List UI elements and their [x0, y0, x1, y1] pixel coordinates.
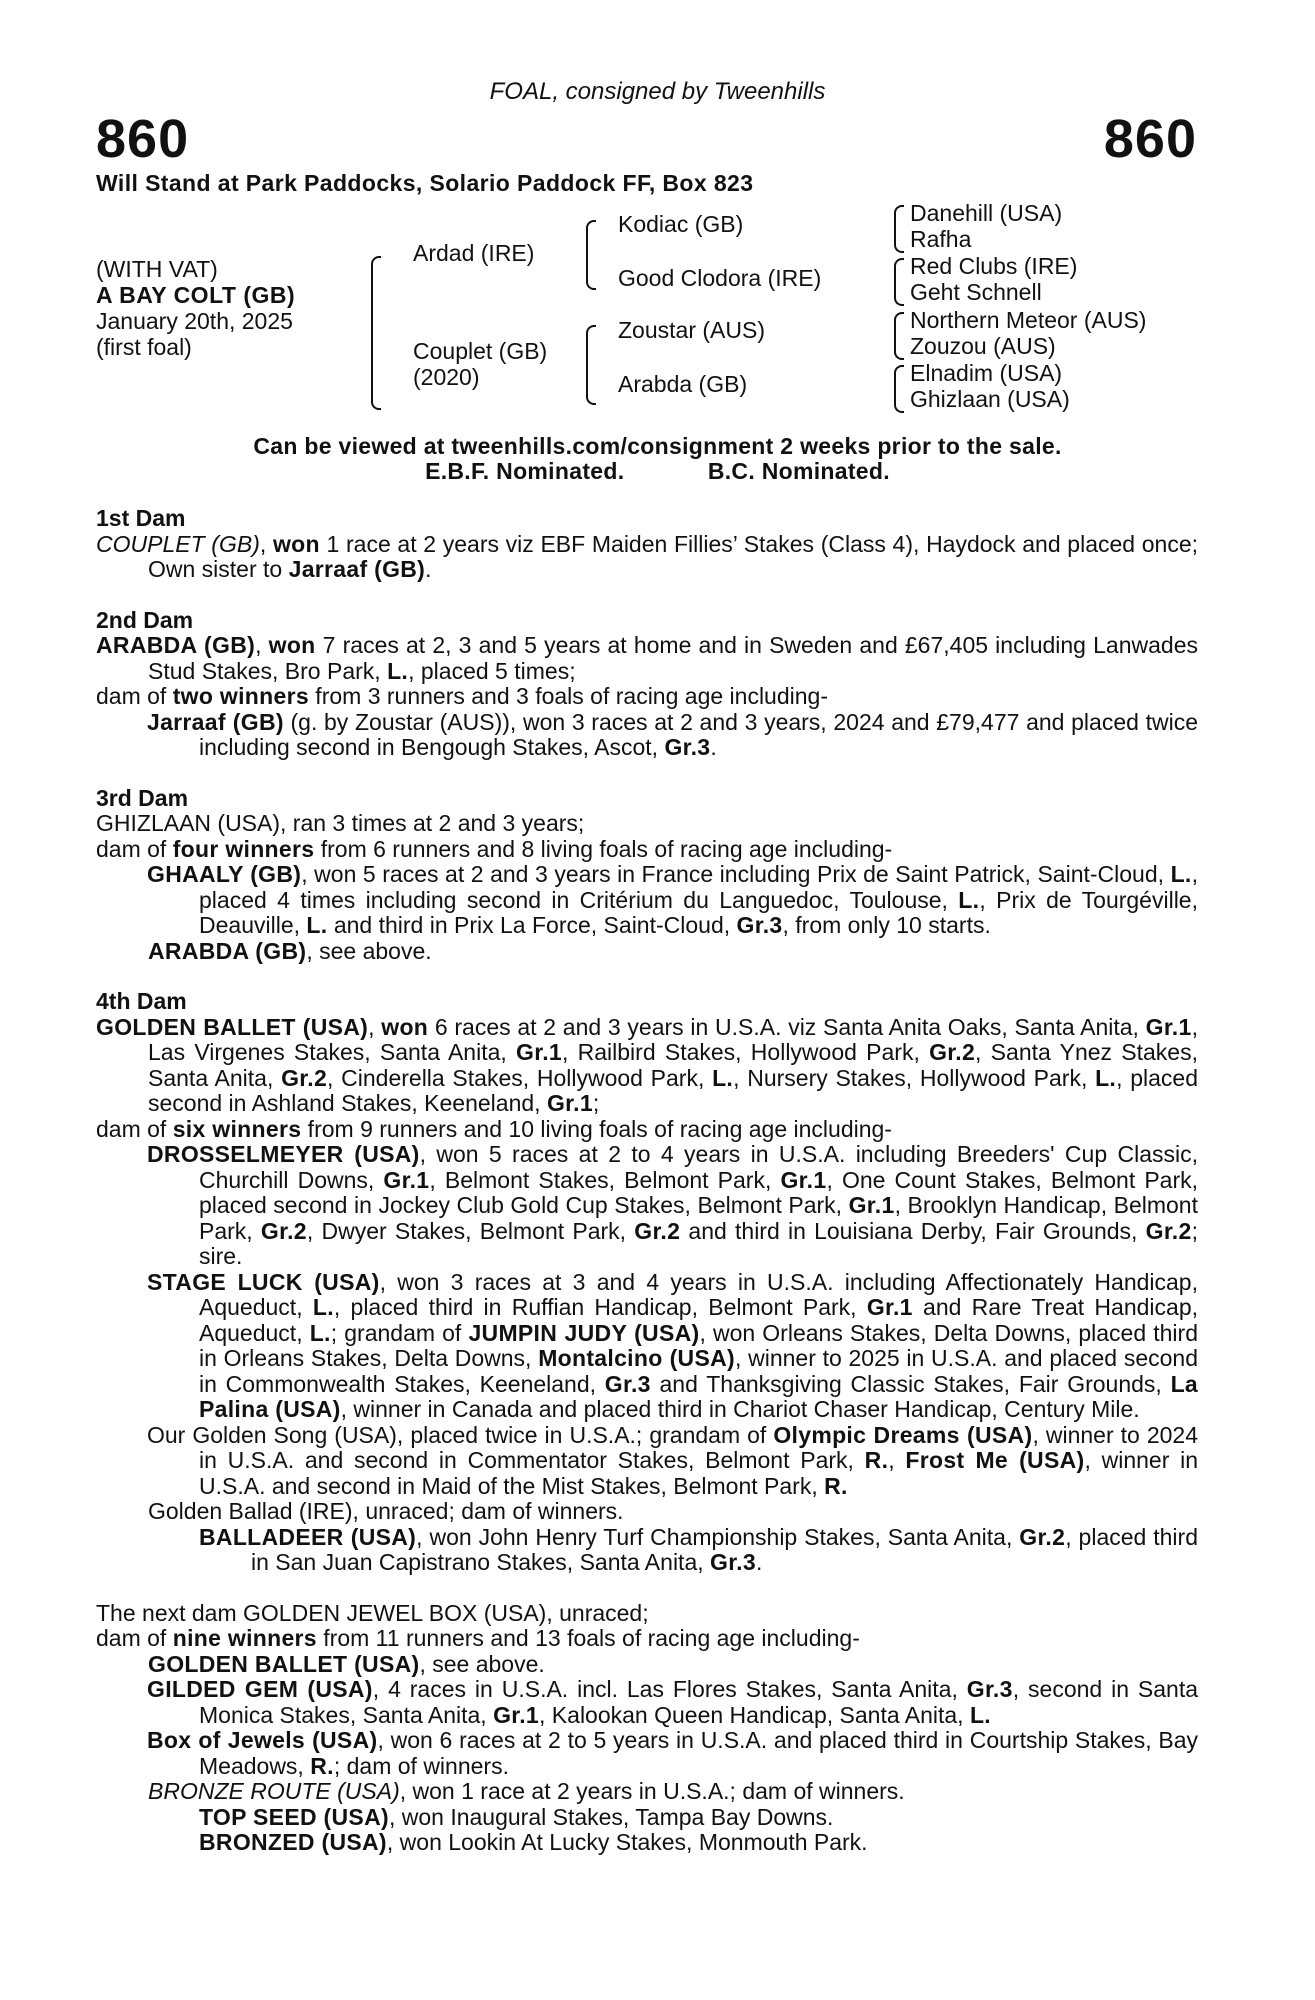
ogs-2: , winner to 2024 in U.S.A. and second in Commentator Stakes, Belmont Park, [199, 1421, 1198, 1473]
dam-dam: Arabda (GB) [618, 371, 748, 397]
fourth-dam-produce [96, 1117, 1198, 1143]
top-seed-text: , won Inaugural Stakes, Tampa Bay Downs. [388, 1803, 834, 1830]
sire-sire-dam: Rafha [910, 226, 972, 252]
montalcino-name: Montalcino (USA) [538, 1345, 735, 1371]
second-dam-text2: , placed 5 times; [408, 657, 576, 684]
balladeer-name: BALLADEER (USA) [199, 1523, 417, 1550]
progeny-box-of-jewels [96, 1728, 1198, 1779]
ghaaly-a: , won 5 races at 2 and 3 years in France including Prix de Saint Patrick, Saint-Cloud, [301, 861, 1171, 887]
second-dam-produce [96, 684, 1198, 710]
ogs-4: , winner in U.S.A. and second in Maid of the Mist Stakes, Belmont Park, [199, 1447, 1199, 1499]
ghaaly-grade: Gr.3 [736, 912, 783, 938]
progeny-balladeer [96, 1525, 1198, 1576]
fourth-dam-of: dam of [96, 1115, 173, 1142]
fourth-dam-record: GOLDEN BALLET (USA), won 6 races at 2 and 3 years in U.S.A. viz Santa Anita Oaks, Santa Anita, Gr.1, Las Virgenes Stakes, Santa Anita, Gr.1, Railbird Stakes, Hollywood Park, Gr.2, Santa Ynez Stakes, Santa Anita, Gr.2, Cinderella Stakes, Hollywood Park, L., Nursery Stakes, Hollywood Park, L., placed second in Ashland Stakes, Keeneland, Gr.1; [96, 1013, 1199, 1116]
sl-2: , placed third in Ruffian Handicap, Belmont Park, [333, 1294, 867, 1320]
bc-nominated: B.C. Nominated. [707, 458, 890, 484]
ogs-3: , [888, 1447, 906, 1473]
fourth-dam-winners: six winners [172, 1115, 302, 1142]
jarraaf-text: (g. by Zoustar (AUS)), won 3 races at 2 and 3 years, 2024 and £79,477 and placed twice including second in Bengough Stakes, Ascot, [199, 708, 1198, 760]
jarraaf-end: . [710, 734, 717, 760]
gg-g1: Gr.3 [966, 1676, 1013, 1702]
dr-1: , won 5 races at 2 to 4 years in U.S.A. including Breeders' Cup Classic, Churchill Downs, [199, 1141, 1198, 1193]
fourth-dam-produce-text: from 9 runners and 10 living foals of racing age including- [301, 1115, 892, 1142]
pedigree-bracket-sire [586, 220, 596, 290]
horse-name: A BAY COLT (GB) [96, 282, 296, 308]
bal-3: . [755, 1549, 763, 1575]
top-seed-name: TOP SEED (USA) [199, 1803, 389, 1830]
sire-dam-sire: Red Clubs (IRE) [910, 253, 1078, 279]
dr-3: , One Count Stakes, Belmont Park, placed second in Jockey Club Gold Cup Stakes, Belmont Park, [199, 1166, 1198, 1218]
dam-sire-sire: Northern Meteor (AUS) [910, 307, 1147, 333]
horse-dob: January 20th, 2025 [96, 308, 293, 334]
fd-g5: Gr.1 [546, 1090, 593, 1116]
viewing-notice: Can be viewed at tweenhills.com/consignment 2 weeks prior to the sale. [253, 433, 1062, 459]
sire-dam: Good Clodora (IRE) [618, 265, 822, 291]
stand-info: Will Stand at Park Paddocks, Solario Paddock FF, Box 823 [96, 170, 754, 196]
gilded-gem-name: GILDED GEM (USA) [147, 1676, 373, 1702]
sl-8: , winner in Canada and placed third in Chariot Chaser Handicap, Century Mile. [340, 1396, 1140, 1422]
sl-7: and Thanksgiving Classic Stakes, Fair Grounds, [650, 1370, 1171, 1397]
sire-name: Ardad (IRE) [413, 240, 535, 266]
pedigree-bracket-main [371, 256, 381, 410]
second-dam-of: dam of [96, 683, 173, 709]
first-dam-sister: Jarraaf (GB) [288, 556, 426, 582]
second-dam-won: won [268, 632, 316, 658]
horse-info [96, 256, 295, 360]
catalogue-body [96, 506, 1198, 1856]
third-dam-of: dam of [96, 835, 173, 862]
jarraaf-grade: Gr.3 [664, 734, 711, 760]
dr-g2: Gr.1 [780, 1166, 827, 1193]
nominations [0, 458, 1315, 485]
dr-7: ; sire. [199, 1217, 1198, 1269]
fd-t3: , Railbird Stakes, Hollywood Park, [562, 1039, 930, 1065]
first-dam-record: COUPLET (GB), won 1 race at 2 years viz EBF Maiden Fillies’ Stakes (Class 4), Haydock and placed once; Own sister to Jarraaf (GB). [96, 530, 1199, 582]
fd-g3: Gr.2 [929, 1039, 976, 1065]
sire-sire-sire: Danehill (USA) [910, 200, 1063, 226]
progeny-golden-ballad: Golden Ballad (IRE), unraced; dam of winners. [148, 1498, 624, 1524]
next-dam-produce-text: from 11 runners and 13 foals of racing age including- [316, 1625, 860, 1651]
first-dam-name: COUPLET (GB) [96, 530, 260, 557]
next-dam-produce [96, 1626, 1198, 1652]
bj-1: , won 6 races at 2 to 5 years in U.S.A. and placed third in Courtship Stakes, Bay Meadows, [199, 1727, 1198, 1779]
fd-g1: Gr.1 [1145, 1013, 1192, 1040]
ogs-r1: R. [864, 1447, 889, 1473]
progeny-jarraaf [96, 710, 1198, 761]
golden-ballet-name: GOLDEN BALLET (USA) [148, 1650, 420, 1677]
bracket-ds [894, 312, 904, 360]
sl-l1: L. [312, 1294, 334, 1320]
progeny-arabda [96, 939, 1198, 965]
first-dam-heading: 1st Dam [96, 505, 186, 531]
dr-g5: Gr.2 [634, 1217, 681, 1244]
gg-2: , second in Santa Monica Stakes, Santa Anita, [199, 1676, 1199, 1728]
progeny-golden-ballet [96, 1652, 1198, 1678]
sl-g2: Gr.3 [604, 1370, 651, 1397]
bronze-route-text: , won 1 race at 2 years in U.S.A.; dam of winners. [399, 1778, 905, 1804]
progeny-our-golden-song [96, 1423, 1198, 1500]
third-dam-record: GHIZLAAN (USA), ran 3 times at 2 and 3 years; [96, 810, 585, 836]
stage-luck-name: STAGE LUCK (USA) [147, 1268, 380, 1295]
dam-sire: Zoustar (AUS) [618, 317, 765, 343]
ghaaly-e: , from only 10 starts. [782, 912, 991, 938]
bal-g1: Gr.2 [1019, 1523, 1066, 1550]
consignor-line: FOAL, consigned by Tweenhills [489, 78, 826, 105]
dr-g3: Gr.1 [848, 1192, 895, 1218]
dr-g1: Gr.1 [383, 1166, 430, 1193]
gg-l: L. [969, 1701, 991, 1728]
ghaaly-l1: L. [1170, 861, 1192, 887]
fd-g4: Gr.2 [281, 1064, 328, 1091]
fd-t8: ; [592, 1090, 600, 1116]
next-dam-winners: nine winners [172, 1625, 317, 1651]
fd-t4: , Santa Ynez Stakes, Santa Anita, [148, 1039, 1198, 1091]
bal-g2: Gr.3 [710, 1549, 756, 1575]
gg-3: , Kalookan Queen Handicap, Santa Anita, [539, 1701, 970, 1728]
arabda-name: ARABDA (GB) [148, 937, 307, 964]
third-dam-produce-text: from 6 runners and 8 living foals of racing age including- [314, 835, 893, 862]
pedigree-bracket-dam [586, 325, 596, 405]
progeny-bronzed [96, 1830, 1198, 1856]
progeny-drosselmeyer [96, 1142, 1198, 1270]
progeny-top-seed [96, 1805, 1198, 1831]
sire-dam-dam: Geht Schnell [910, 279, 1042, 305]
sire-sire: Kodiac (GB) [618, 211, 744, 237]
bracket-sd [894, 258, 904, 306]
ghaaly-l2: L. [958, 886, 980, 913]
second-dam-heading: 2nd Dam [96, 606, 194, 633]
second-dam-produce-text: from 3 runners and 3 foals of racing age including- [308, 683, 828, 709]
fd-t5: , Cinderella Stakes, Hollywood Park, [327, 1064, 713, 1091]
gg-1: , 4 races in U.S.A. incl. Las Flores Stakes, Santa Anita, [372, 1676, 967, 1702]
fd-g2: Gr.1 [516, 1039, 562, 1065]
olympic-dreams-name: Olympic Dreams (USA) [773, 1421, 1033, 1448]
bj-r: R. [310, 1752, 334, 1779]
golden-ballet-text: , see above. [419, 1650, 545, 1677]
fd-t2: , Las Virgenes Stakes, Santa Anita, [148, 1013, 1198, 1065]
bronzed-text: , won Lookin At Lucky Stakes, Monmouth Park. [386, 1829, 868, 1855]
second-dam-listed: L. [387, 657, 409, 684]
la-palina-name: La Palina (USA) [199, 1370, 1199, 1422]
bronzed-name: BRONZED (USA) [199, 1829, 387, 1855]
fourth-dam-name: GOLDEN BALLET (USA) [96, 1013, 369, 1040]
progeny-stage-luck [96, 1270, 1198, 1423]
bronze-route-name: BRONZE ROUTE (USA) [148, 1778, 400, 1804]
horse-note: (first foal) [96, 334, 192, 360]
first-dam-text: 1 race at 2 years viz EBF Maiden Fillies’ Stakes (Class 4), Haydock and placed once; Own sister to [148, 530, 1199, 582]
frost-me-name: Frost Me (USA) [905, 1447, 1085, 1473]
first-dam-end: . [425, 556, 432, 582]
dam-dam-dam: Ghizlaan (USA) [910, 386, 1070, 412]
sl-6: , winner to 2025 in U.S.A. and placed second in Commonwealth Stakes, Keeneland, [199, 1345, 1198, 1397]
progeny-bronze-route [96, 1779, 1198, 1805]
next-dam-record: The next dam GOLDEN JEWEL BOX (USA), unraced; [96, 1599, 649, 1626]
second-dam-record: ARABDA (GB), won 7 races at 2, 3 and 5 years at home and in Sweden and £67,405 including Lanwades Stud Stakes, Bro Park, L., placed 5 times; [96, 632, 1198, 684]
fd-l1: L. [712, 1064, 734, 1091]
progeny-gilded-gem [96, 1677, 1198, 1728]
bal-1: , won John Henry Turf Championship Stakes, Santa Anita, [416, 1523, 1020, 1550]
dr-2: , Belmont Stakes, Belmont Park, [429, 1166, 781, 1193]
dr-g6: Gr.2 [1145, 1217, 1192, 1244]
pedigree-block [96, 200, 1216, 420]
ghaaly-name: GHAALY (GB) [147, 861, 302, 887]
next-dam-of: dam of [96, 1625, 173, 1651]
dam-year: (2020) [413, 364, 480, 390]
second-dam-name: ARABDA (GB) [96, 632, 256, 658]
sl-5: , won Orleans Stakes, Delta Downs, placed third in Orleans Stakes, Delta Downs, [199, 1319, 1198, 1371]
progeny-ghaaly [96, 862, 1198, 939]
gg-g2: Gr.1 [493, 1701, 540, 1728]
third-dam-winners: four winners [172, 835, 315, 862]
ghaaly-b: , placed 4 times including second in Critérium du Languedoc, Toulouse, [199, 861, 1198, 913]
bj-2: ; dam of winners. [333, 1752, 509, 1779]
ebf-nominated: E.B.F. Nominated. [425, 458, 625, 484]
drosselmeyer-name: DROSSELMEYER (USA) [147, 1141, 420, 1167]
jarraaf-name: Jarraaf (GB) [147, 708, 284, 735]
sl-4: ; grandam of [330, 1319, 469, 1346]
dam-name: Couplet (GB) [413, 338, 548, 364]
sl-g1: Gr.1 [866, 1294, 913, 1320]
lot-number-left: 860 [96, 109, 190, 169]
bracket-dd [894, 365, 904, 413]
fd-l2: L. [1095, 1064, 1117, 1091]
arabda-text: , see above. [306, 937, 432, 964]
dr-5: , Dwyer Stakes, Belmont Park, [306, 1217, 635, 1244]
sl-l2: L. [309, 1319, 331, 1346]
fd-t6: , Nursery Stakes, Hollywood Park, [733, 1064, 1096, 1091]
vat-label: (WITH VAT) [96, 256, 218, 282]
ogs-r2: R. [824, 1472, 848, 1499]
first-dam-won: won [272, 530, 320, 557]
second-dam-winners: two winners [172, 683, 309, 709]
dam-dam-sire: Elnadim (USA) [910, 360, 1063, 386]
bal-2: , placed third in San Juan Capistrano Stakes, Santa Anita, [251, 1523, 1198, 1575]
ogs-1: Our Golden Song (USA), placed twice in U.S.A.; grandam of [147, 1421, 774, 1448]
ghaaly-c: , Prix de Tourgéville, Deauville, [199, 886, 1198, 938]
dr-4: , Brooklyn Handicap, Belmont Park, [199, 1192, 1198, 1244]
sl-1: , won 3 races at 3 and 4 years in U.S.A. including Affectionately Handicap, Aqueduct, [199, 1268, 1198, 1320]
fd-t1: 6 races at 2 and 3 years in U.S.A. viz Santa Anita Oaks, Santa Anita, [428, 1013, 1146, 1040]
third-dam-produce [96, 837, 1198, 863]
third-dam-heading: 3rd Dam [96, 784, 189, 811]
fd-t7: , placed second in Ashland Stakes, Keeneland, [148, 1064, 1199, 1116]
dam-sire-dam: Zouzou (AUS) [910, 333, 1056, 359]
jumpin-judy-name: JUMPIN JUDY (USA) [468, 1319, 700, 1346]
second-dam-text: 7 races at 2, 3 and 5 years at home and in Sweden and £67,405 including Lanwades Stud Stakes, Bro Park, [148, 632, 1198, 684]
bracket-ss [894, 205, 904, 253]
ghaaly-l3: L. [306, 912, 328, 938]
lot-number-right: 860 [1103, 109, 1197, 169]
ghaaly-d: and third in Prix La Force, Saint-Cloud, [327, 912, 737, 938]
fourth-dam-won: won [381, 1013, 429, 1040]
dr-g4: Gr.2 [260, 1217, 307, 1244]
fourth-dam-heading: 4th Dam [96, 988, 187, 1014]
dr-6: and third in Louisiana Derby, Fair Grounds, [680, 1217, 1146, 1244]
box-of-jewels-name: Box of Jewels (USA) [147, 1727, 378, 1753]
sl-3: and Rare Treat Handicap, Aqueduct, [199, 1294, 1199, 1346]
